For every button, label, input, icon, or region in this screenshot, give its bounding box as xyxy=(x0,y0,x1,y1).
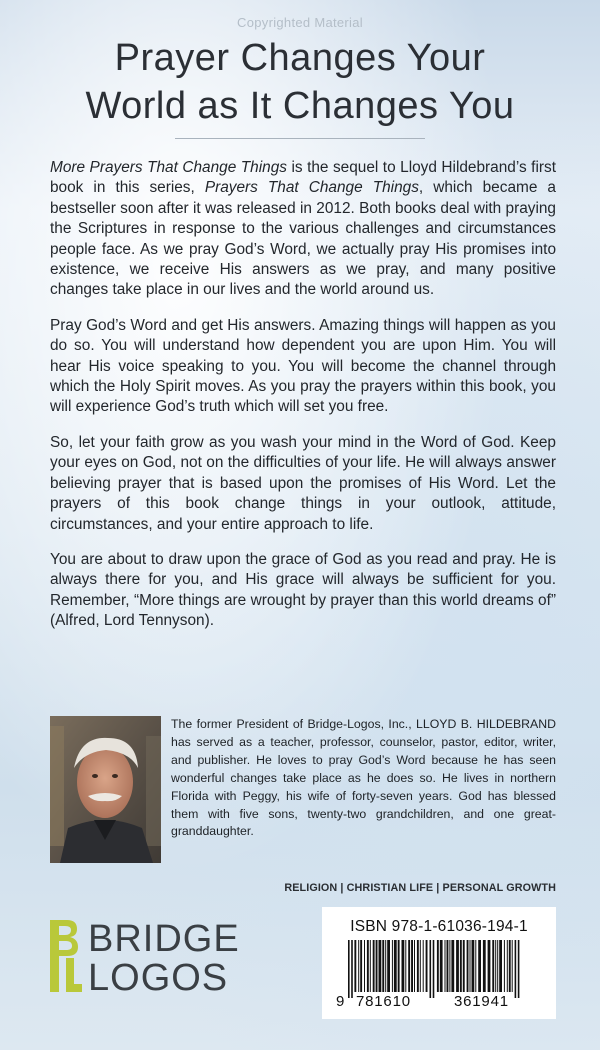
barcode-bar xyxy=(379,940,382,992)
barcode-bar xyxy=(478,940,481,992)
barcode-bars xyxy=(336,940,542,998)
barcode-bar xyxy=(351,940,353,998)
description-body xyxy=(50,158,556,647)
barcode-bar xyxy=(509,940,511,992)
barcode-bar xyxy=(392,940,393,992)
barcode-bar xyxy=(492,940,494,992)
barcode-bar xyxy=(414,940,415,992)
book-title-sequel: More Prayers That Change Things xyxy=(50,159,287,176)
barcode-digits xyxy=(336,993,546,1015)
category-label: RELIGION | CHRISTIAN LIFE | PERSONAL GROWTH xyxy=(284,882,556,894)
barcode-digit-first: 9 xyxy=(336,993,346,1010)
barcode-bar xyxy=(447,940,449,992)
barcode-bar xyxy=(364,940,365,992)
title-divider xyxy=(175,138,425,139)
book-title-first: Prayers That Change Things xyxy=(204,179,419,197)
barcode-bar xyxy=(518,940,520,998)
publisher-line-1: BRIDGE xyxy=(88,918,240,960)
barcode-bar xyxy=(515,940,517,998)
barcode-bar xyxy=(472,940,475,992)
barcode-bar xyxy=(423,940,424,992)
barcode-bar xyxy=(504,940,505,992)
barcode-bar xyxy=(460,940,462,992)
author-photo xyxy=(50,716,161,863)
barcode-bar xyxy=(495,940,496,992)
barcode-bar xyxy=(360,940,362,992)
barcode-bar xyxy=(394,940,397,992)
barcode-bar xyxy=(411,940,413,992)
barcode-bar xyxy=(420,940,421,992)
barcode-bar xyxy=(463,940,465,992)
barcode-bar xyxy=(354,940,356,992)
paragraph-1-text-a: is the sequel to Lloyd Hildebrand’s first book in this series, xyxy=(50,159,556,197)
barcode-bar xyxy=(370,940,371,992)
bridge-logos-logo-mark xyxy=(48,918,248,994)
barcode-bar xyxy=(440,940,443,992)
barcode-bar xyxy=(426,940,428,992)
barcode-bar xyxy=(451,940,454,992)
barcode-bar xyxy=(433,940,435,998)
paragraph-3: So, let your faith grow as you wash your mind in the Word of God. Keep your eyes on God, not on the difficulties of your life. He will always answer believing prayer that is based upon the promises of His Word. Let the prayers of this book change things in your outlook, attitude, circumstances, and your entire approach to life. xyxy=(50,433,556,533)
barcode-bar xyxy=(376,940,378,992)
page-title xyxy=(0,34,600,130)
barcode-bar xyxy=(358,940,359,992)
barcode-bar xyxy=(512,940,513,992)
barcode-bar xyxy=(430,940,432,998)
isbn-label: ISBN 978-1-61036-194-1 xyxy=(350,918,528,935)
barcode-bar xyxy=(488,940,491,992)
paragraph-4: You are about to draw upon the grace of God as you read and pray. He is always there for you, and His grace will always be sufficient for you. Remember, “More things are wrought by prayer than this world dreams of” (Alfred, Lord Tennyson). xyxy=(50,550,556,630)
barcode-bar xyxy=(499,940,502,992)
title-line-2: World as It Changes You xyxy=(85,85,515,127)
barcode-bar xyxy=(437,940,439,992)
barcode-bar xyxy=(483,940,486,992)
barcode-bar xyxy=(467,940,469,992)
publisher-line-2: LOGOS xyxy=(88,957,229,994)
title-line-1: Prayer Changes Your xyxy=(114,37,486,79)
barcode-bar xyxy=(348,940,350,998)
barcode-bar xyxy=(405,940,406,992)
barcode-bar xyxy=(382,940,384,992)
barcode-bar xyxy=(470,940,471,992)
barcode-bar xyxy=(387,940,390,992)
barcode-bar xyxy=(367,940,369,992)
barcode-bar xyxy=(385,940,386,992)
barcode-bar xyxy=(507,940,508,992)
paragraph-2: Pray God’s Word and get His answers. Amazing things will happen as you do so. You will understand how dependent you are upon Him. You will hear His voice speaking to you. You will become the channel through which the Holy Spirit moves. As you pray the prayers within this book, you will experience God’s truth which will set you free. xyxy=(50,316,556,416)
author-bio: The former President of Bridge-Logos, Inc., LLOYD B. HILDEBRAND has served as a teacher, professor, counselor, pastor, editor, writer, and publisher. He loves to pray God’s Word because he has seen wonderful changes take place as he does so. He lives in northern Florida with Peggy, his wife of forty-seven years. God has blessed them with five sons, twenty-two grandchildren, and one great-granddaughter. xyxy=(171,717,556,839)
barcode-bar xyxy=(398,940,400,992)
barcode-bar xyxy=(475,940,476,992)
barcode-bar xyxy=(456,940,459,992)
publisher-logo xyxy=(48,918,248,994)
barcode-bar xyxy=(445,940,446,992)
barcode-bar xyxy=(373,940,375,992)
barcode-digit-group-1: 781610 xyxy=(356,993,411,1010)
paragraph-1 xyxy=(50,158,556,301)
barcode-bar xyxy=(497,940,498,992)
barcode-digit-group-2: 361941 xyxy=(454,993,509,1010)
barcode-bar xyxy=(417,940,419,992)
paragraph-1-text-b: , which became a bestseller soon after it was released in 2012. Both books deal with praying the Scriptures in response to the various challenges and circumstances people face. As we pray God’s Word, we actually pray His promises into existence, we receive His answers as we pray, and many positive changes take place in our lives and the world around us. xyxy=(50,179,556,299)
barcode-area xyxy=(322,907,556,1019)
copyright-watermark: Copyrighted Material xyxy=(237,15,363,30)
barcode-bar xyxy=(408,940,410,992)
barcode-bar xyxy=(449,940,450,992)
barcode-bar xyxy=(402,940,405,992)
